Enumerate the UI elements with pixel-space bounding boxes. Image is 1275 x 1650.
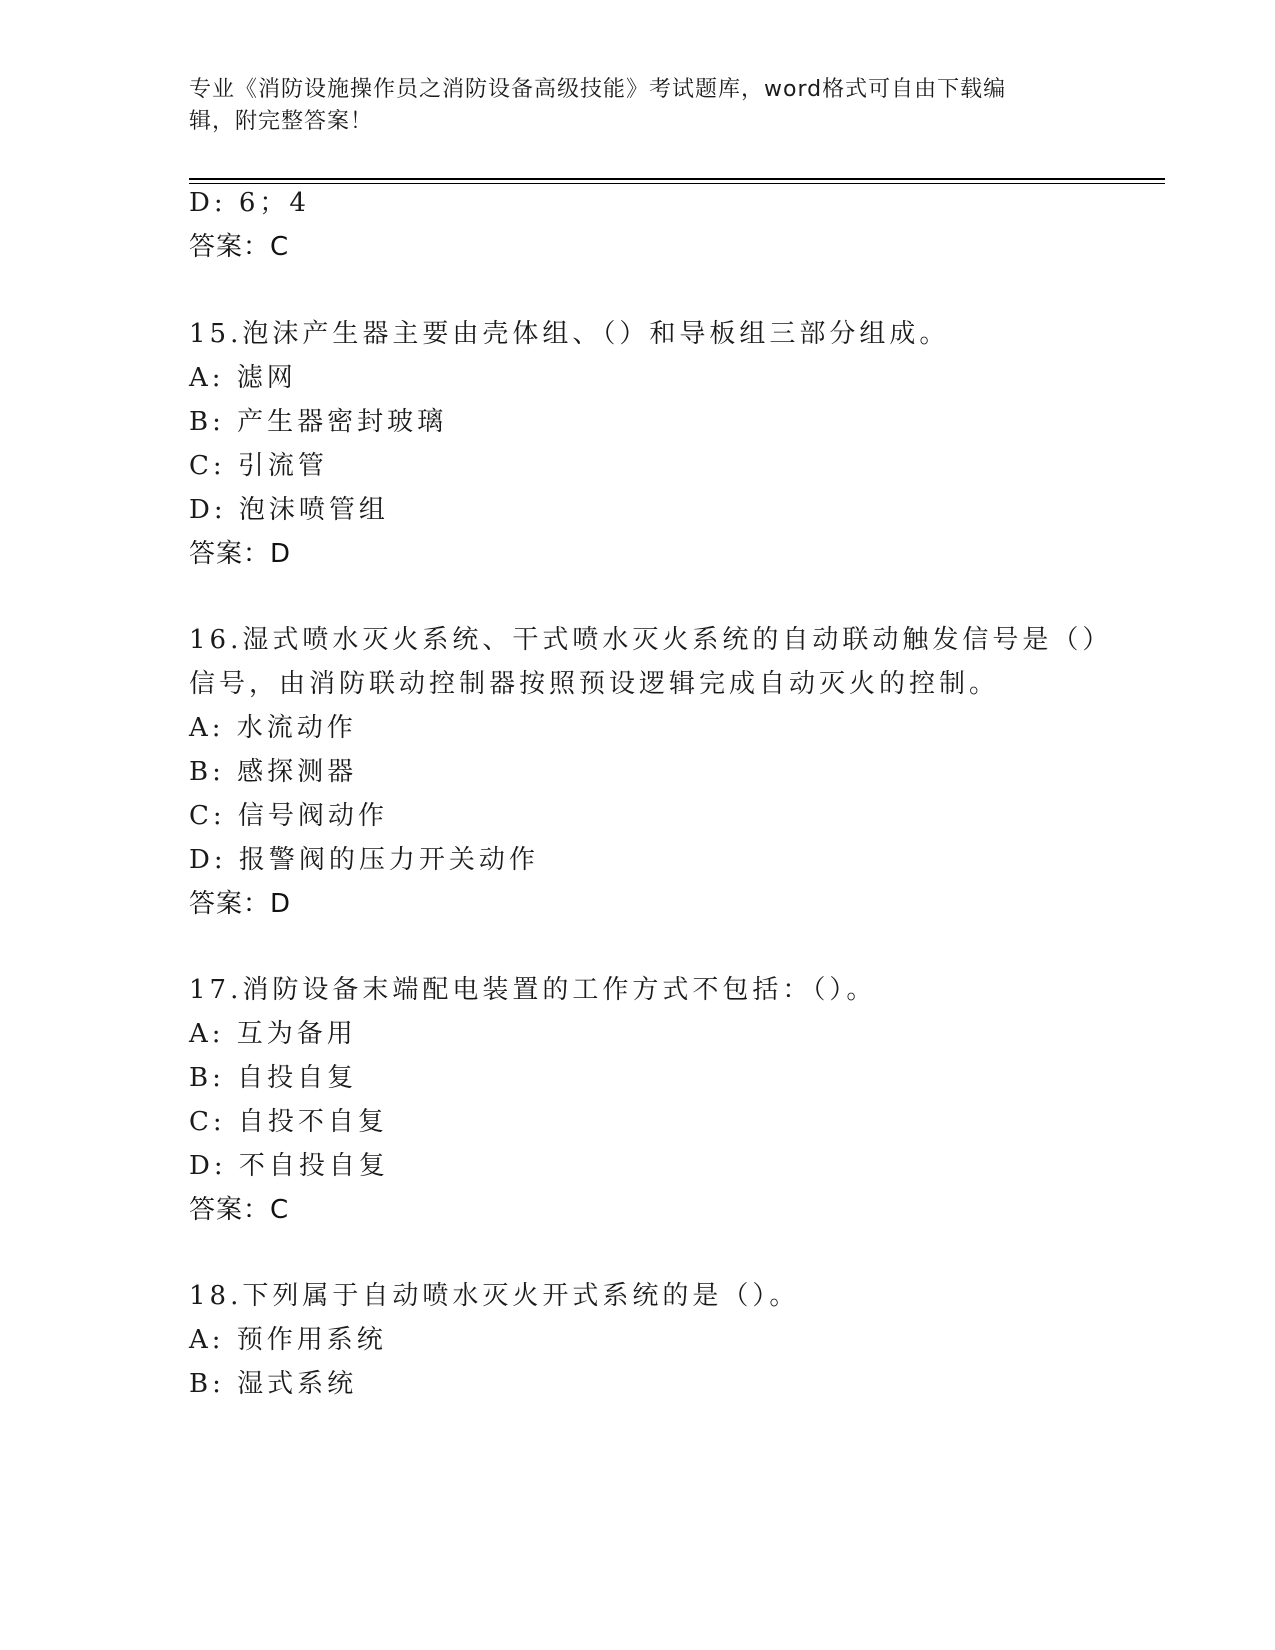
q17-option-a: A: 互为备用 — [189, 1019, 357, 1049]
q18-option-b: B: 湿式系统 — [189, 1369, 358, 1399]
q15-option-a: A: 滤网 — [189, 363, 297, 393]
q16-stem-line-1: 16.湿式喷水灭火系统、干式喷水灭火系统的自动联动触发信号是（） — [189, 625, 1113, 655]
q15-stem: 15.泡沫产生器主要由壳体组、（）和导板组三部分组成。 — [189, 319, 950, 349]
q15-option-d: D: 泡沫喷管组 — [189, 495, 389, 525]
q16-option-b: B: 感探测器 — [189, 757, 358, 787]
q15-answer: 答案：D — [189, 539, 292, 569]
document-header — [189, 74, 1089, 138]
prev-answer: 答案：C — [189, 232, 290, 262]
q16-option-c: C: 信号阀动作 — [189, 801, 388, 831]
q16-option-a: A: 水流动作 — [189, 713, 357, 743]
q16-stem-line-2: 信号，由消防联动控制器按照预设逻辑完成自动灭火的控制。 — [189, 669, 1000, 699]
q17-option-c: C: 自投不自复 — [189, 1107, 388, 1137]
header-line-2: 辑，附完整答案！ — [189, 109, 374, 134]
q16-option-d: D: 报警阀的压力开关动作 — [189, 845, 539, 875]
q16-answer: 答案：D — [189, 889, 292, 919]
q17-answer: 答案：C — [189, 1195, 290, 1225]
q15-option-b: B: 产生器密封玻璃 — [189, 407, 448, 437]
q15-option-c: C: 引流管 — [189, 451, 328, 481]
q18-option-a: A: 预作用系统 — [189, 1325, 387, 1355]
q18-stem: 18.下列属于自动喷水灭火开式系统的是（）。 — [189, 1281, 800, 1311]
q17-option-d: D: 不自投自复 — [189, 1151, 389, 1181]
header-line-1: 专业《消防设施操作员之消防设备高级技能》考试题库，word格式可自由下载编 — [189, 77, 1007, 102]
q17-stem: 17.消防设备末端配电装置的工作方式不包括：（）。 — [189, 975, 877, 1005]
q17-option-b: B: 自投自复 — [189, 1063, 358, 1093]
header-divider-thin — [189, 183, 1165, 184]
header-divider-thick — [189, 178, 1165, 180]
prev-option-d: D: 6；4 — [189, 188, 310, 218]
